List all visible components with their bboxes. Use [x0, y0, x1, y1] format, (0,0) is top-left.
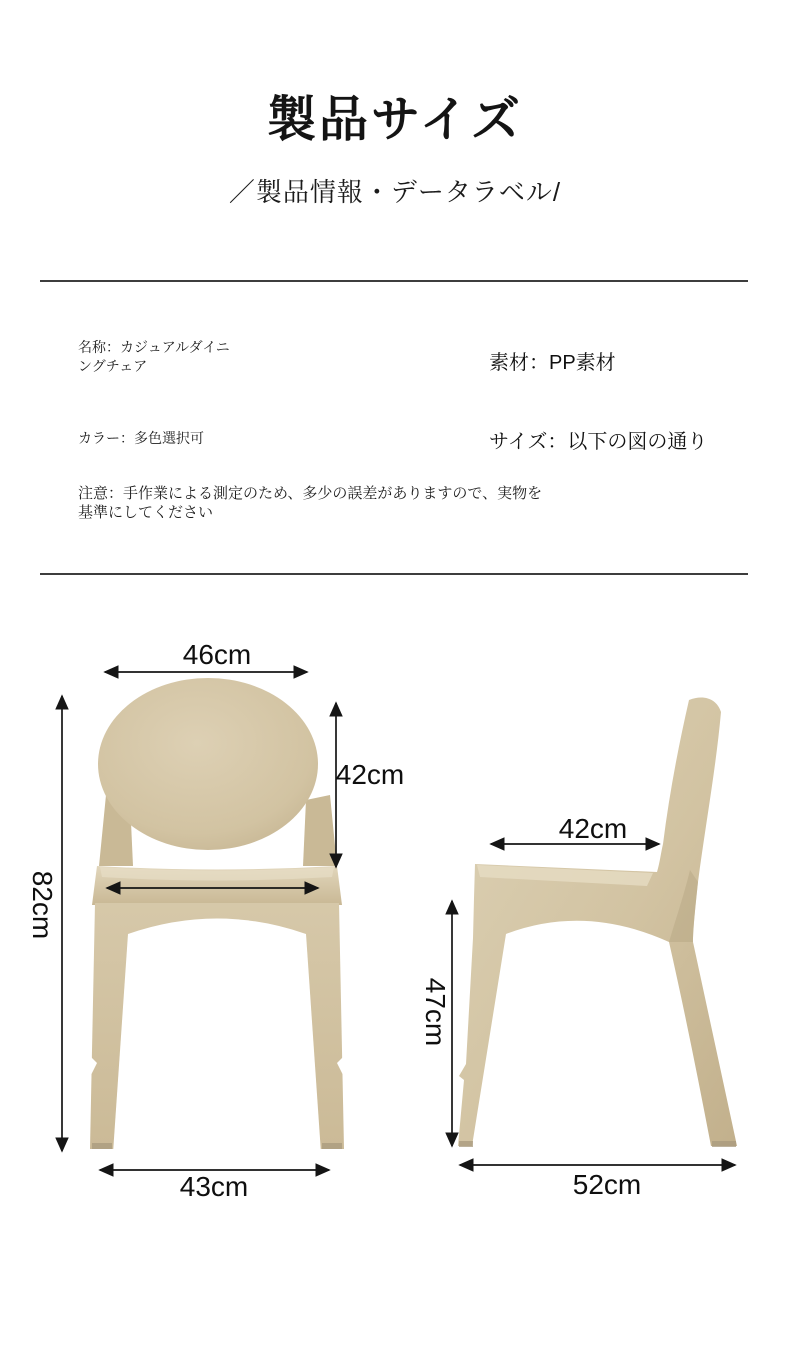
- dim-label-side-overall-depth: 52cm: [572, 1169, 642, 1200]
- dim-label-front-overall-height: 82cm: [27, 870, 58, 940]
- side-chair-body: [458, 697, 737, 1146]
- product-size-text: サイズ：以下の図の通り: [489, 431, 708, 453]
- front-left-foot: [92, 1143, 112, 1149]
- dim-label-front-top-width: 46cm: [182, 639, 252, 670]
- chair-dimension-diagram: [0, 600, 790, 1280]
- product-name-text: [78, 338, 230, 376]
- product-color-text: カラー：多色選択可: [78, 430, 204, 446]
- side-back-foot: [712, 1141, 736, 1147]
- product-material-text: 素材：PP素材: [489, 352, 616, 374]
- product-note-line1: 注意：手作業による測定のため、多少の誤差がありますので、実物を: [78, 485, 543, 502]
- front-seat-highlight: [100, 867, 334, 881]
- divider-bottom: [40, 573, 748, 575]
- front-backrest-right-post: [303, 795, 337, 866]
- front-arch-cutout: [113, 919, 321, 1154]
- product-note-text: [78, 484, 542, 522]
- dim-label-front-backrest-height: 42cm: [335, 759, 405, 790]
- product-name-line1: 名称：カジュアルダイニ: [78, 339, 230, 355]
- side-view-chair: [458, 697, 737, 1147]
- product-name-line2: ングチェア: [78, 358, 148, 374]
- divider-top: [40, 280, 748, 282]
- dim-label-side-seat-height: 47cm: [420, 977, 451, 1047]
- side-front-foot: [459, 1141, 473, 1147]
- dim-label-side-seat-depth: 42cm: [558, 813, 628, 844]
- front-right-foot: [322, 1143, 342, 1149]
- front-view-chair: [90, 678, 344, 1153]
- front-backrest-oval: [98, 678, 318, 850]
- page-subtitle: ／製品情報・データラベル/: [228, 177, 562, 207]
- product-note-line2: 基準にしてください: [78, 504, 214, 521]
- dim-label-front-bottom-width: 43cm: [179, 1171, 249, 1202]
- page-title: 製品サイズ: [266, 93, 524, 147]
